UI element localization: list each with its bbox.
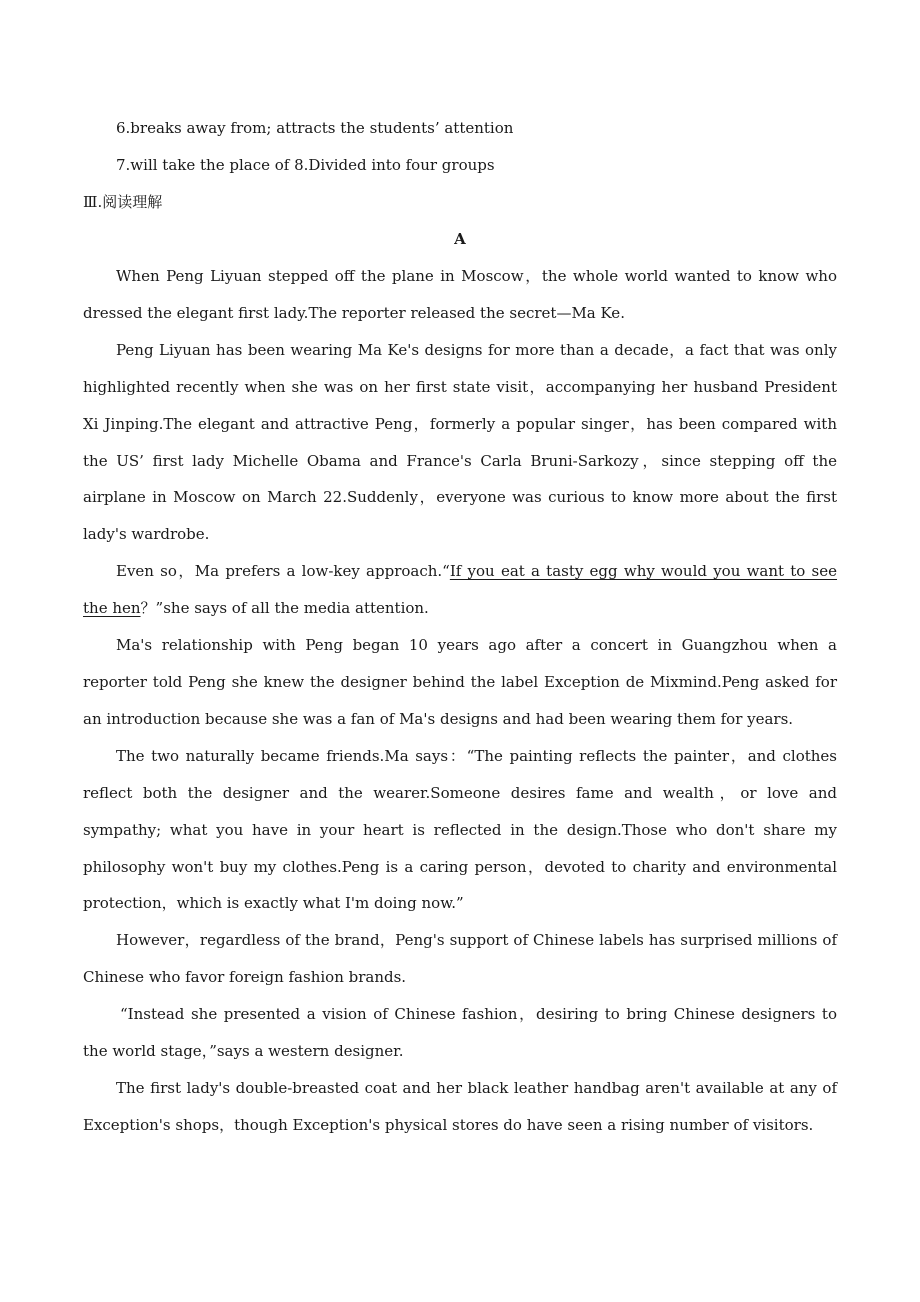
paragraph-5: The two naturally became friends.Ma says：“The painting reflects the painter，and clothes reflect both the designer and the wearer.Someone desires fame and wealth，or love and sympathy; what you have in your heart is reflected in the design.Those who don't share my philosophy won't buy my clothes.Peng is a caring person，devoted to charity and environmental protection，which is exactly what I'm doing now.” <box>83 746 837 913</box>
paragraph-7: “Instead she presented a vision of Chinese fashion，desiring to bring Chinese designers to the world stage，”says a western designer. <box>83 1005 837 1061</box>
paragraph-8: The first lady's double-breasted coat and her black leather handbag aren't available at any of Exception's shops，though Exception's physical stores do have seen a rising number of visitors. <box>83 1078 837 1134</box>
paragraph-4: Ma's relationship with Peng began 10 years ago after a concert in Guangzhou when a reporter told Peng she knew the designer behind the label Exception de Mixmind.Peng asked for an introduction because she was a fan of Ma's designs and had been wearing them for years. <box>83 636 837 728</box>
paragraph-1: When Peng Liyuan stepped off the plane in Moscow，the whole world wanted to know who dressed the elegant first lady.The reporter released the secret—Ma Ke. <box>83 267 837 322</box>
answer-line-7-8: 7.will take the place of 8.Divided into four groups <box>116 156 495 174</box>
paragraph-3 <box>83 553 837 627</box>
section-title-reading: Ⅲ.阅读理解 <box>83 193 163 211</box>
answer-line-6: 6.breaks away from; attracts the students’ attention <box>116 119 514 137</box>
document-page <box>83 110 837 1144</box>
paragraph-3-before: Even so，Ma prefers a low-key approach.“ <box>116 562 450 581</box>
passage-title: A <box>454 230 466 248</box>
paragraph-2: Peng Liyuan has been wearing Ma Ke's designs for more than a decade，a fact that was only highlighted recently when she was on her first state visit，accompanying her husband President Xi Jinping.The elegant and attractive Peng，formerly a popular singer，has been compared with the US’ first lady Michelle Obama and France's Carla Bruni-Sarkozy，since stepping off the airplane in Moscow on March 22.Suddenly，everyone was curious to know more about the first lady's wardrobe. <box>83 340 837 544</box>
paragraph-3-after: ？”she says of all the media attention. <box>140 599 429 618</box>
paragraph-6: However，regardless of the brand，Peng's support of Chinese labels has surprised millions of Chinese who favor foreign fashion brands. <box>83 931 837 987</box>
underlined-quote: If you eat a tasty egg why would you want to see the hen <box>83 562 838 618</box>
